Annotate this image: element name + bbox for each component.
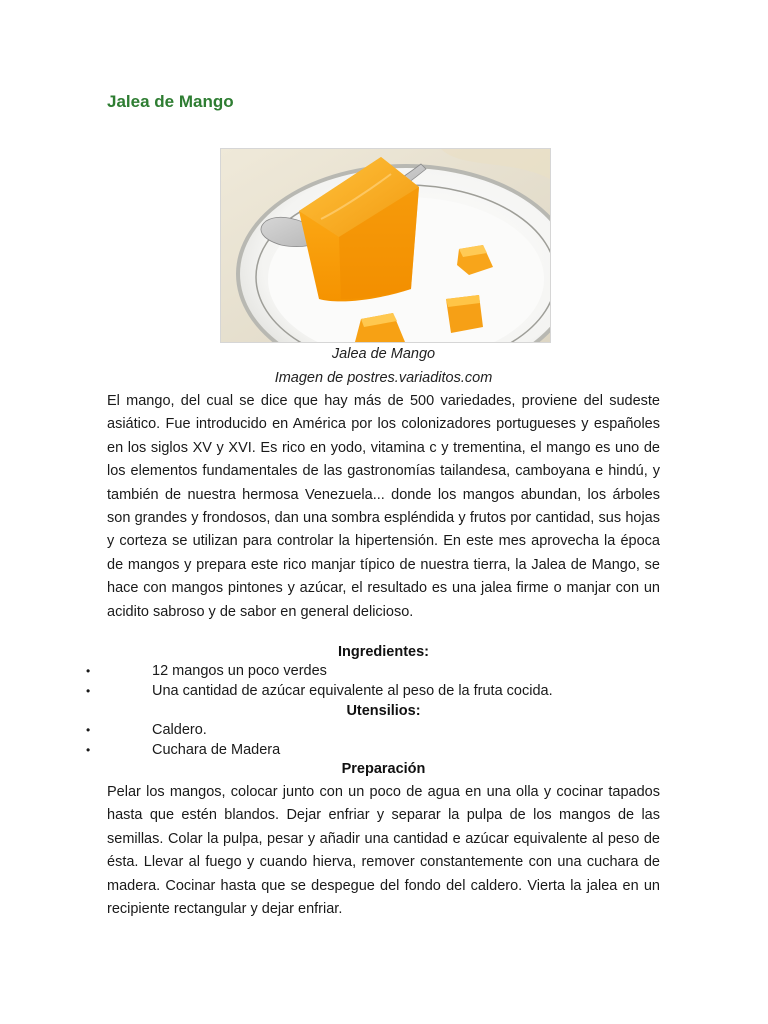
mango-jelly-photo — [220, 148, 551, 343]
preparation-heading: Preparación — [341, 761, 426, 777]
bullet-icon: • — [86, 742, 91, 757]
ingredient-text: Una cantidad de azúcar equivalente al peso de la fruta cocida. — [152, 682, 553, 699]
image-caption-source: Imagen de postres.variaditos.com — [274, 370, 493, 386]
mango-jelly-illustration — [221, 149, 550, 342]
ingredient-text: 12 mangos un poco verdes — [152, 663, 327, 679]
list-item — [0, 662, 768, 682]
page-title: Jalea de Mango — [107, 92, 234, 111]
ingredients-heading: Ingredientes: — [337, 644, 430, 660]
list-item — [0, 682, 768, 702]
ingredients-list — [0, 662, 768, 701]
utensil-text: Caldero. — [152, 722, 207, 738]
bullet-icon: • — [86, 723, 91, 737]
utensils-list — [0, 721, 768, 760]
image-caption-title: Jalea de Mango — [331, 346, 436, 362]
utensil-text: Cuchara de Madera — [152, 741, 281, 758]
intro-paragraph: El mango, del cual se dice que hay más de 500 variedades, proviene del sudeste asiático. Fue introducido en América por los colonizadores portugueses y españoles en los siglos XV y XVI. Es rico en yodo, vitamina c y trementina, el mango es uno de los elementos fundamentales de las gastronomías tailandesa, camboyana e hindú, y también de nuestra hermosa Venezuela... donde los mangos abundan, los árboles son grandes y frondosos, dan una sombra espléndida y frutos por cantidad, sus hojas y corteza se utilizan para controlar la hipertensión. En este mes aprovecha la época de mangos y prepara este rico manjar típico de nuestra tierra, la Jalea de Mango, se hace con mangos pintones y azúcar, el resultado es una jalea firme o manjar con un acidito sabroso y de sabor en general delicioso. — [107, 393, 660, 620]
list-item — [0, 741, 768, 761]
preparation-paragraph: Pelar los mangos, colocar junto con un poco de agua en una olla y cocinar tapados hasta que estén blandos. Dejar enfriar y separar la pulpa de los mangos de las semillas. Colar la pulpa, pesar y añadir una cantidad e azúcar equivalente al peso de ésta. Llevar al fuego y cuando hierva, remover constantemente con una cuchara de madera. Cocinar hasta que se despegue del fondo del caldero. Vierta la jalea en un recipiente rectangular y dejar enfriar. — [107, 784, 660, 918]
bullet-icon: • — [86, 683, 91, 698]
list-item — [0, 721, 768, 741]
utensils-heading: Utensilios: — [346, 703, 421, 719]
bullet-icon: • — [86, 664, 91, 678]
